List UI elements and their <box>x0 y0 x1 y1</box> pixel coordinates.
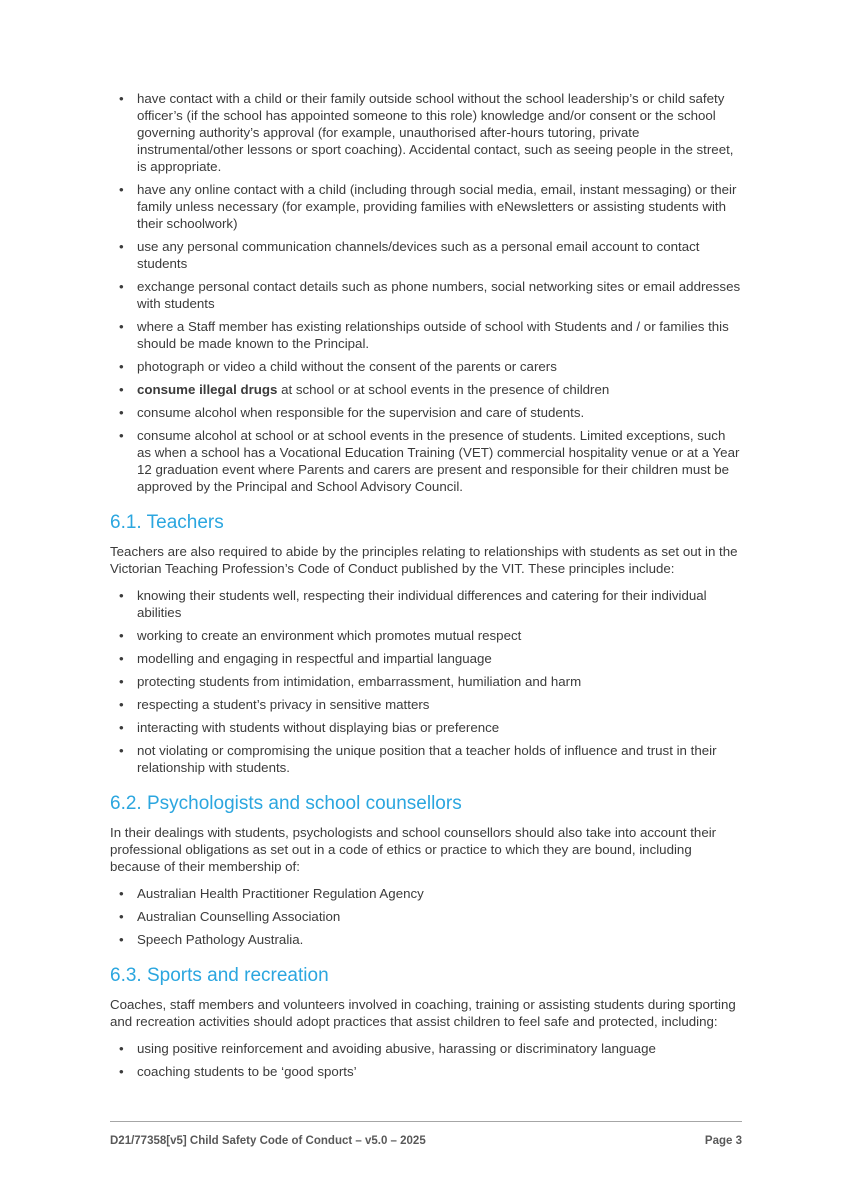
bullet-bold-run: consume illegal drugs <box>137 382 278 397</box>
membership-bodies-list <box>110 885 742 948</box>
list-item: • modelling and engaging in respectful and impartial language <box>110 650 742 667</box>
list-item: • respecting a student’s privacy in sensitive matters <box>110 696 742 713</box>
footer-document-id: D21/77358[v5] Child Safety Code of Conduct – v5.0 – 2025 <box>110 1135 426 1147</box>
list-item: • Australian Health Practitioner Regulation Agency <box>110 885 742 902</box>
list-item: • protecting students from intimidation, embarrassment, humiliation and harm <box>110 673 742 690</box>
list-item <box>110 318 742 352</box>
heading-6-1-teachers: 6.1. Teachers <box>110 512 224 533</box>
bullet-text: where a Staff member has existing relationships outside of school with Students and / or families this should be made known to the Principal. <box>137 319 729 351</box>
list-item <box>110 427 742 495</box>
list-item: • not violating or compromising the unique position that a teacher holds of influence and trust in their relationship with students. <box>110 742 742 776</box>
section-sports-recreation <box>110 964 742 1080</box>
list-item <box>110 358 742 375</box>
teachers-intro-paragraph: Teachers are also required to abide by the principles relating to relationships with students as set out in the Victorian Teaching Profession’s Code of Conduct published by the VIT. These principles include: <box>110 544 738 576</box>
heading-6-2-psychologists: 6.2. Psychologists and school counsellors <box>110 793 462 814</box>
list-item <box>110 381 742 398</box>
list-item: • coaching students to be ‘good sports’ <box>110 1063 742 1080</box>
bullet-text: consume alcohol at school or at school events in the presence of students. Limited exceptions, such as when a school has a Vocational Education Training (VET) commercial hospitality venue or at a Year 12 graduation event where Parents and carers are present and responsible for their children must be approved by the Principal and School Advisory Council. <box>137 428 740 494</box>
list-item <box>110 181 742 232</box>
bullet-text: consume alcohol when responsible for the supervision and care of students. <box>137 405 585 420</box>
page-footer <box>110 1121 742 1147</box>
sports-practices-list <box>110 1040 742 1080</box>
section-teachers <box>110 511 742 776</box>
bullet-text: use any personal communication channels/devices such as a personal email account to contact students <box>137 239 700 271</box>
prohibited-conduct-list <box>110 90 742 495</box>
sports-intro-paragraph: Coaches, staff members and volunteers involved in coaching, training or assisting students during sporting and recreation activities should adopt practices that assist children to feel safe and protected, including: <box>110 997 736 1029</box>
list-item: • Australian Counselling Association <box>110 908 742 925</box>
psychologists-intro-paragraph: In their dealings with students, psychologists and school counsellors should also take into account their professional obligations as set out in a code of ethics or practice to which they are bound, including because of their membership of: <box>110 825 717 874</box>
list-item: • working to create an environment which promotes mutual respect <box>110 627 742 644</box>
page-content <box>110 90 742 1086</box>
list-item: • knowing their students well, respecting their individual differences and catering for their individual abilities <box>110 587 742 621</box>
heading-6-3-sports: 6.3. Sports and recreation <box>110 965 329 986</box>
bullet-text: have any online contact with a child (including through social media, email, instant messaging) or their family unless necessary (for example, providing families with eNewsletters or assisting students with their schoolwork) <box>137 182 737 231</box>
section-psychologists-counsellors <box>110 792 742 948</box>
list-item: • using positive reinforcement and avoiding abusive, harassing or discriminatory language <box>110 1040 742 1057</box>
list-item <box>110 404 742 421</box>
list-item <box>110 278 742 312</box>
list-item <box>110 238 742 272</box>
footer-page-number: Page 3 <box>704 1135 742 1147</box>
teachers-principles-list <box>110 587 742 776</box>
list-item: • interacting with students without displaying bias or preference <box>110 719 742 736</box>
bullet-text: at school or at school events in the presence of children <box>277 382 610 397</box>
bullet-text: exchange personal contact details such as phone numbers, social networking sites or email addresses with students <box>137 279 741 311</box>
bullet-text: have contact with a child or their family outside school without the school leadership’s or child safety officer’s (if the school has appointed someone to this role) knowledge and/or consent or the school governing authority’s approval (for example, unauthorised after-hours tutoring, private instrumental/other lessons or sport coaching). Accidental contact, such as seeing people in the street, is appropriate. <box>137 91 734 174</box>
list-item: • Speech Pathology Australia. <box>110 931 742 948</box>
list-item <box>110 90 742 175</box>
bullet-text: photograph or video a child without the consent of the parents or carers <box>137 359 557 374</box>
